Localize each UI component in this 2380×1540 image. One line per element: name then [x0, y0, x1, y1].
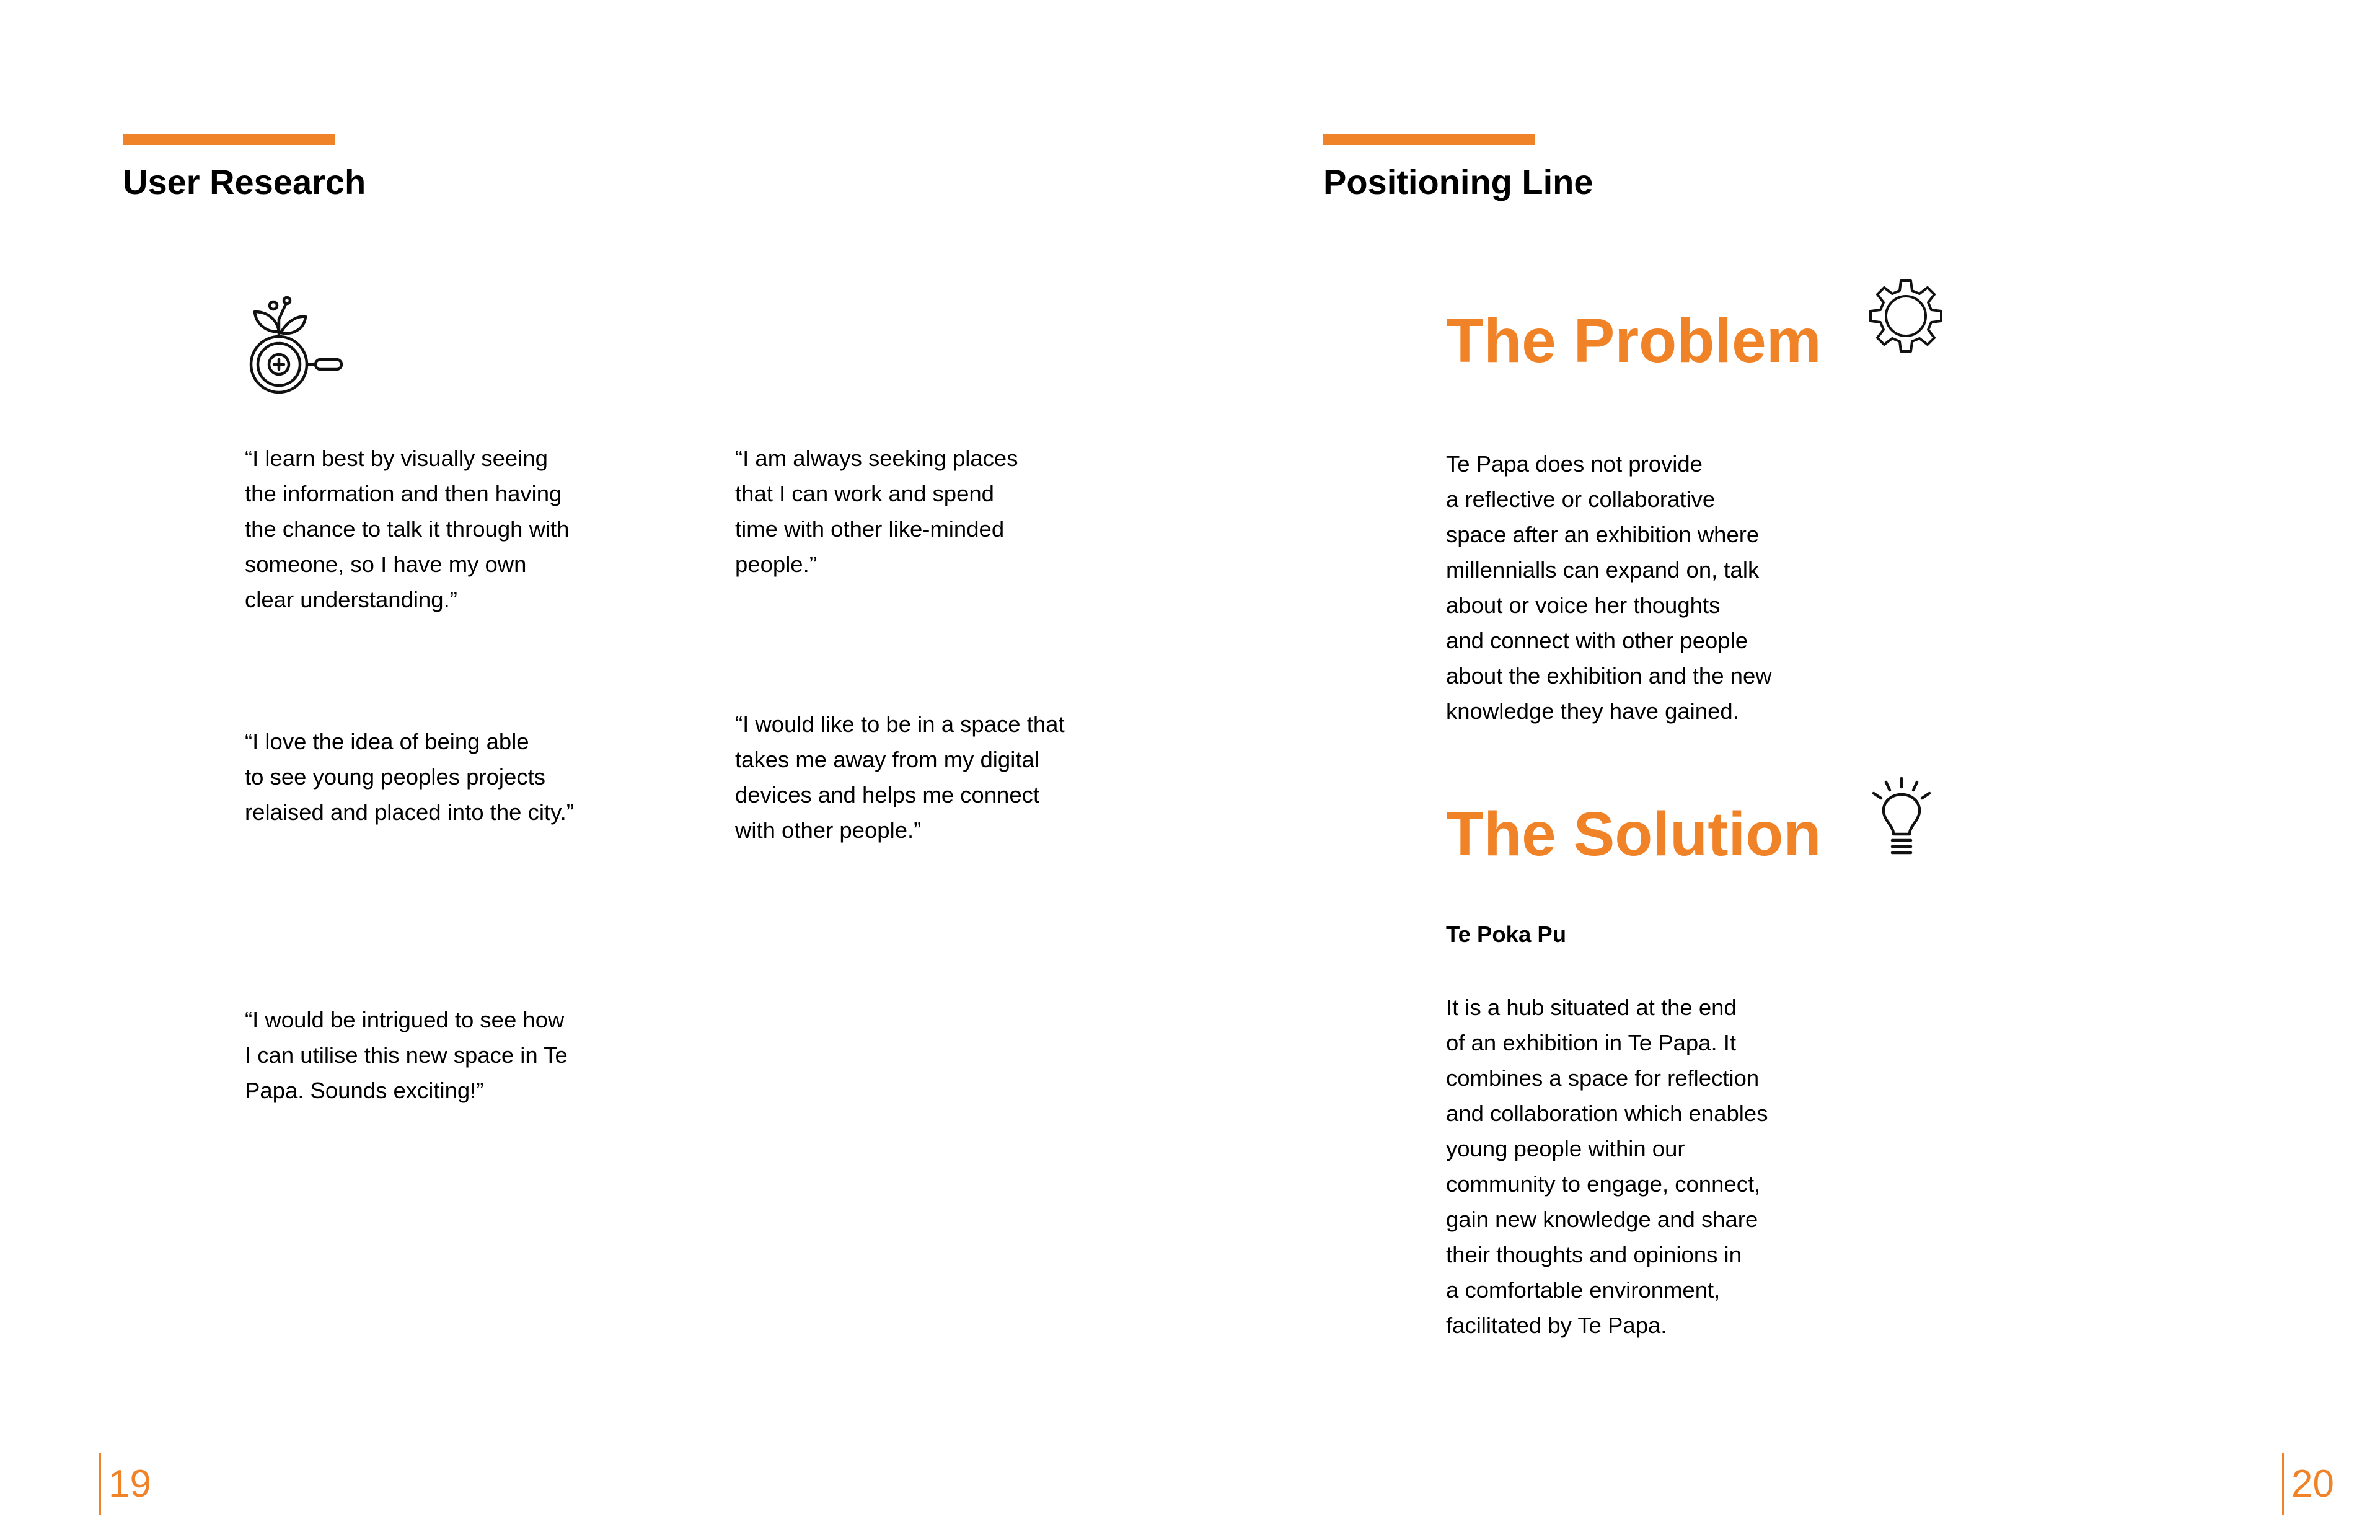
plant-magnifier-icon: [245, 294, 350, 400]
quote-digital-devices: “I would like to be in a space that takes me away from my digital devices and helps me connect with other people.”: [735, 711, 1065, 843]
solution-text: It is a hub situated at the end of an exhibition in Te Papa. It combines a space for reflection and collaboration which enables young people within our community to engage, connect, gain new knowledge and share their thoughts and opinions in a comfortable environment, facilitated by Te Papa.: [1446, 995, 1768, 1338]
heading-accent-bar: [1323, 134, 1535, 145]
problem-text: Te Papa does not provide a reflective or collaborative space after an exhibition where millennialls can expand on, talk about or voice her thoughts and connect with other people about the exhibition and the new knowledge they have gained.: [1446, 451, 1772, 724]
solution-subtitle: Te Poka Pu: [1446, 922, 1567, 947]
page-number: 20: [2282, 1453, 2334, 1515]
problem-title: The Problem: [1446, 306, 1822, 376]
quote-young-peoples-projects: “I love the idea of being able to see young peoples projects relaised and placed into the city.”: [245, 729, 574, 825]
lightbulb-icon: [1867, 775, 1936, 861]
section-heading-user-research: User Research: [123, 162, 366, 201]
right-page: [1190, 0, 2380, 1540]
page-number: 19: [99, 1453, 151, 1515]
quote-visual-learning: “I learn best by visually seeing the information and then having the chance to talk it through with someone, so I have my own clear understanding.”: [245, 446, 570, 612]
solution-title: The Solution: [1446, 799, 1822, 869]
heading-accent-bar: [123, 134, 335, 145]
gear-icon: [1862, 273, 1949, 359]
section-heading-positioning-line: Positioning Line: [1323, 162, 1593, 201]
quote-seeking-places: “I am always seeking places that I can work and spend time with other like-minded people.”: [735, 446, 1018, 577]
quote-intrigued: “I would be intrigued to see how I can utilise this new space in Te Papa. Sounds exciting!”: [245, 1007, 568, 1103]
